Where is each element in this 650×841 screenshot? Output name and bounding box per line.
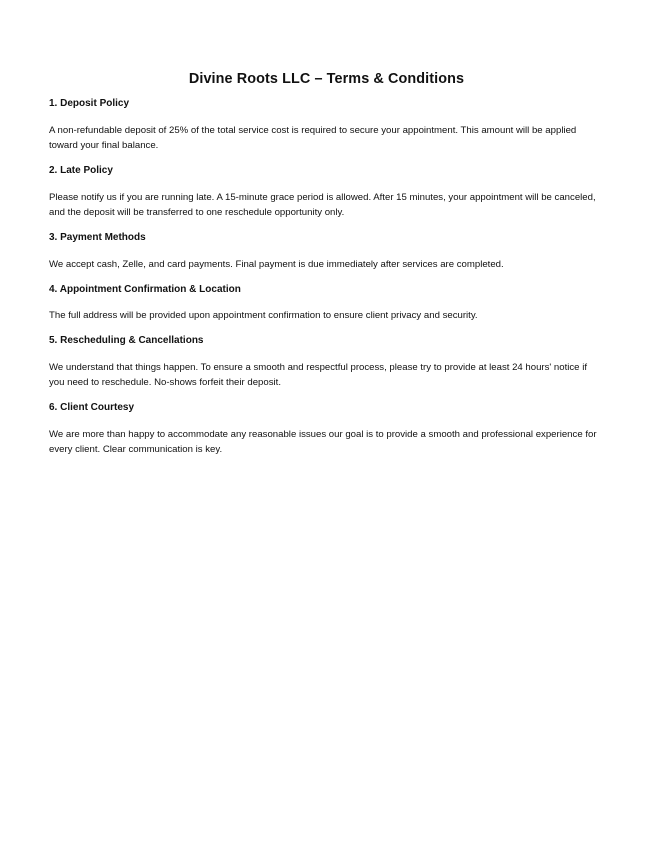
section-body: The full address will be provided upon appointment confirmation to ensure client privacy and security.: [49, 310, 478, 321]
section-body: We understand that things happen. To ensure a smooth and respectful process, please try to provide at least 24 hours' notice if you need to reschedule. No-shows forfeit their deposit.: [49, 362, 587, 388]
section-heading: 4. Appointment Confirmation & Location: [49, 284, 241, 295]
section-appointment-confirmation: [49, 283, 604, 323]
document-content: [49, 70, 604, 457]
section-heading: 3. Payment Methods: [49, 232, 146, 243]
section-body: We accept cash, Zelle, and card payments. Final payment is due immediately after services are completed.: [49, 259, 504, 270]
section-heading: 1. Deposit Policy: [49, 98, 130, 109]
section-client-courtesy: [49, 401, 604, 457]
section-body: Please notify us if you are running late. A 15-minute grace period is allowed. After 15 minutes, your appointment will be canceled, and the deposit will be transferred to one reschedule opportunity only.: [49, 192, 596, 218]
section-late-policy: [49, 164, 604, 220]
section-heading: 2. Late Policy: [49, 165, 113, 176]
section-body: We are more than happy to accommodate any reasonable issues our goal is to provide a smooth and professional experience for every client. Clear communication is key.: [49, 429, 597, 455]
section-heading: 5. Rescheduling & Cancellations: [49, 335, 204, 346]
section-heading: 6. Client Courtesy: [49, 402, 135, 413]
section-body: A non-refundable deposit of 25% of the total service cost is required to secure your appointment. This amount will be applied toward your final balance.: [49, 125, 577, 151]
document-title: Divine Roots LLC – Terms & Conditions: [188, 71, 465, 87]
section-payment-methods: [49, 231, 604, 272]
section-deposit-policy: [49, 97, 604, 153]
section-rescheduling: [49, 334, 604, 390]
